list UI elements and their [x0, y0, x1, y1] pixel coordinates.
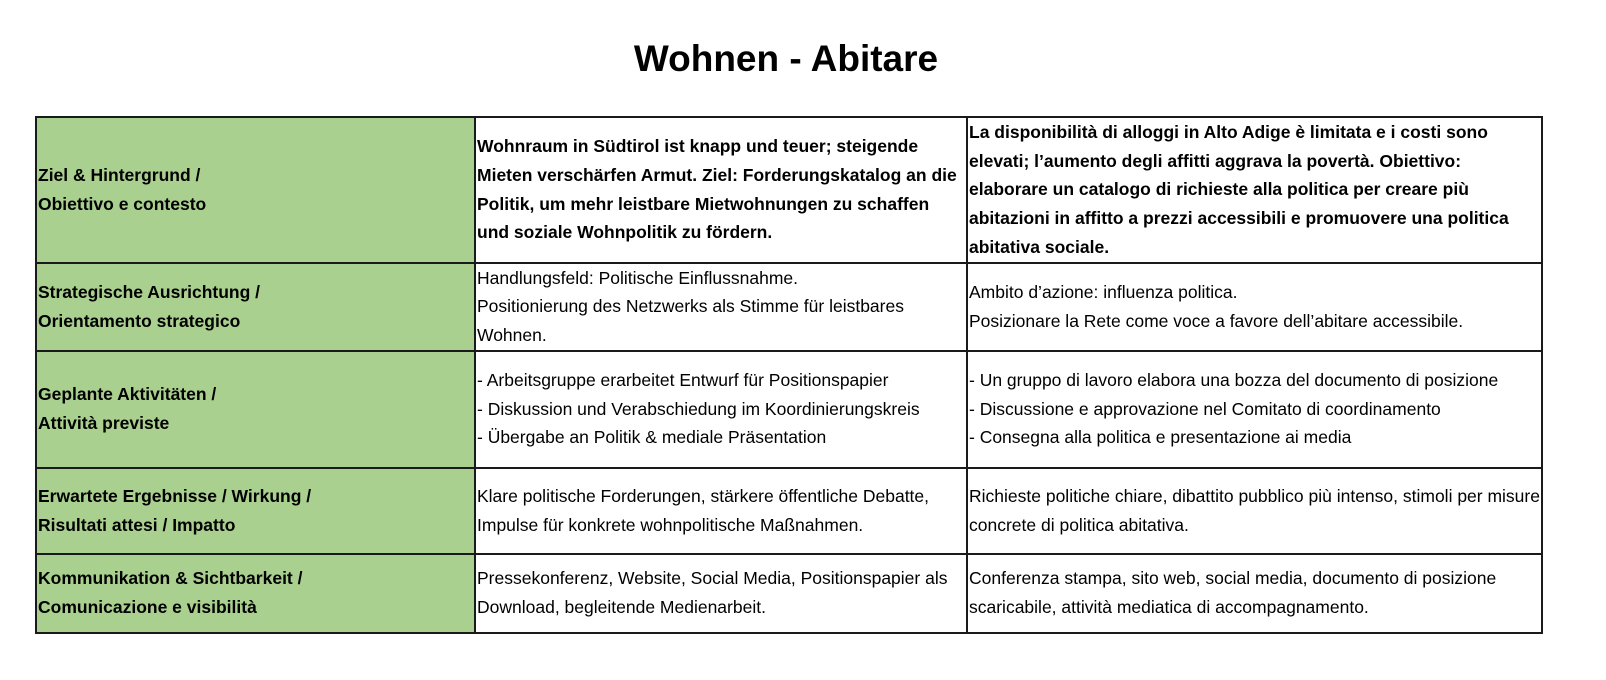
cell-de	[475, 263, 967, 351]
text-de: Klare politische Forderungen, stärkere öffentliche Debatte, Impulse für konkrete wohnpolitische Maßnahmen.	[477, 485, 930, 535]
table-row-goal	[36, 117, 1542, 263]
row-label-cell	[36, 117, 475, 263]
list-item: - Arbeitsgruppe erarbeitet Entwurf für Positionspapier	[477, 370, 889, 391]
row-label-cell	[36, 468, 475, 554]
text-it: La disponibilità di alloggi in Alto Adige è limitata e i costi sono elevati; l’aumento degli affitti aggrava la povertà. Obiettivo: elaborare un catalogo di richieste alla politica per creare più abitazioni in affitto a prezzi accessibili e promuovere una politica abitativa sociale.	[969, 122, 1509, 257]
label-de: Ziel & Hintergrund /	[38, 165, 201, 186]
text-it-line: Posizionare la Rete come voce a favore dell’abitare accessibile.	[969, 310, 1464, 331]
text-de-line: Handlungsfeld: Politische Einflussnahme.	[477, 267, 799, 288]
label-de: Kommunikation & Sichtbarkeit /	[38, 568, 303, 589]
table-row-results	[36, 468, 1542, 554]
table-row-activities	[36, 351, 1542, 468]
table-row-communication	[36, 554, 1542, 633]
list-item: - Diskussion und Verabschiedung im Koordinierungskreis	[477, 398, 920, 419]
label-it: Risultati attesi / Impatto	[38, 514, 236, 535]
cell-it	[967, 351, 1542, 468]
cell-de	[475, 554, 967, 633]
table-row-strategy	[36, 263, 1542, 351]
text-it-line: Ambito d’azione: influenza politica.	[969, 281, 1238, 302]
label-it: Obiettivo e contesto	[38, 193, 207, 214]
list-item: - Consegna alla politica e presentazione ai media	[969, 427, 1352, 448]
cell-it	[967, 554, 1542, 633]
cell-de	[475, 468, 967, 554]
cell-de	[475, 117, 967, 263]
text-it: Conferenza stampa, sito web, social media, documento di posizione scaricabile, attività mediatica di accompagnamento.	[969, 568, 1497, 618]
cell-de	[475, 351, 967, 468]
label-it: Comunicazione e visibilità	[38, 597, 257, 618]
text-de-line: Positionierung des Netzwerks als Stimme für leistbares Wohnen.	[477, 296, 904, 345]
text-de: Pressekonferenz, Website, Social Media, Positionspapier als Download, begleitende Medienarbeit.	[477, 568, 948, 618]
label-it: Orientamento strategico	[38, 310, 241, 331]
row-label-cell	[36, 554, 475, 633]
text-de: Wohnraum in Südtirol ist knapp und teuer; steigende Mieten verschärfen Armut. Ziel: Forderungskatalog an die Politik, um mehr leistbare Mietwohnungen zu schaffen und soziale Wohnpolitik zu fördern.	[477, 136, 957, 243]
cell-it	[967, 117, 1542, 263]
list-item: - Un gruppo di lavoro elabora una bozza del documento di posizione	[969, 370, 1499, 391]
label-de: Geplante Aktivitäten /	[38, 384, 217, 405]
list-item: - Discussione e approvazione nel Comitato di coordinamento	[969, 398, 1441, 419]
project-table	[35, 116, 1543, 634]
label-de: Strategische Ausrichtung /	[38, 281, 261, 302]
row-label-cell	[36, 263, 475, 351]
label-de: Erwartete Ergebnisse / Wirkung /	[38, 485, 312, 506]
text-it: Richieste politiche chiare, dibattito pubblico più intenso, stimoli per misure concrete di politica abitativa.	[969, 485, 1540, 535]
cell-it	[967, 468, 1542, 554]
page-title: Wohnen - Abitare	[633, 38, 939, 79]
row-label-cell	[36, 351, 475, 468]
label-it: Attività previste	[38, 413, 170, 434]
cell-it	[967, 263, 1542, 351]
list-item: - Übergabe an Politik & mediale Präsentation	[477, 427, 827, 448]
